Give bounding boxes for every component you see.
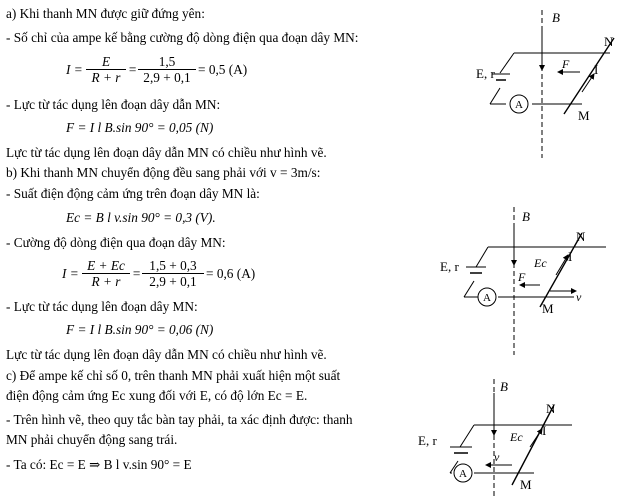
label-n: N <box>546 401 556 416</box>
part-b-line1: - Suất điện động cảm ứng trên đoạn dây MN là: <box>6 186 260 201</box>
frac-numerator: 1,5 + 0,3 <box>142 258 204 274</box>
circuit-diagram-1 <box>470 8 618 158</box>
label-i: I <box>594 62 599 77</box>
frac-denominator: 2,9 + 0,1 <box>149 274 197 289</box>
label-b: B <box>522 209 530 224</box>
label-er: E, r <box>418 433 437 448</box>
part-a-line1: - Số chỉ của ampe kế bằng cường độ dòng điện qua đoạn dây MN: <box>6 30 359 45</box>
part-a-line3: Lực từ tác dụng lên đoạn dây dẫn MN có chiều như hình vẽ. <box>6 145 327 160</box>
label-ec: Ec <box>510 430 523 444</box>
label-a: A <box>483 292 491 304</box>
label-ec: Ec <box>534 256 547 270</box>
frac-denominator: R + r <box>91 70 121 85</box>
label-m: M <box>578 108 590 123</box>
circuit-diagram-3 <box>416 375 606 499</box>
frac-numerator: E <box>86 54 126 70</box>
part-a-eq1-frac2 <box>138 54 196 85</box>
label-v: v <box>494 450 500 464</box>
part-b-eq1: Ec = B l v.sin 90° = 0,3 (V). <box>66 210 216 225</box>
label-n: N <box>576 229 586 244</box>
part-b-eq2-frac1 <box>82 258 130 289</box>
part-c-line5: - Ta có: Ec = E ⇒ B l v.sin 90° = E <box>6 457 192 472</box>
part-c-line3: - Trên hình vẽ, theo quy tắc bàn tay phải, ta xác định được: thanh <box>6 412 353 427</box>
label-n: N <box>604 34 614 49</box>
label-f: F <box>562 57 570 71</box>
label-m: M <box>542 301 554 316</box>
label-m: M <box>520 477 532 492</box>
part-a-eq2: F = I l B.sin 90° = 0,05 (N) <box>66 120 214 135</box>
label-er: E, r <box>476 66 495 81</box>
frac-numerator: 1,5 <box>138 54 196 70</box>
part-b-eq2-frac2 <box>142 258 204 289</box>
part-b-heading: b) Khi thanh MN chuyển động đều sang phải với v = 3m/s: <box>6 165 321 180</box>
label-er: E, r <box>440 259 459 274</box>
part-a-eq1-rhs: = 0,5 (A) <box>198 62 248 77</box>
label-b: B <box>552 10 560 25</box>
part-b-line3: - Lực từ tác dụng lên đoạn dây MN: <box>6 299 198 314</box>
label-a: A <box>459 468 467 480</box>
part-b-eq2-rhs: = 0,6 (A) <box>206 266 256 281</box>
part-b-line2: - Cường độ dòng điện qua đoạn dây MN: <box>6 235 226 250</box>
frac-numerator: E + Ec <box>82 258 130 274</box>
part-a-eq1-lhs: I = <box>66 62 83 77</box>
part-a-line2: - Lực từ tác dụng lên đoạn dây dẫn MN: <box>6 97 221 112</box>
part-c-line4: MN phải chuyển động sang trái. <box>6 432 178 447</box>
label-a: A <box>515 99 523 111</box>
part-a-eq1-eq: = <box>128 62 137 77</box>
part-b-eq2-eq: = <box>132 266 141 281</box>
label-v: v <box>576 290 582 304</box>
frac-denominator: R + r <box>91 274 121 289</box>
label-i: I <box>568 249 573 264</box>
part-b-eq3: F = I l B.sin 90° = 0,06 (N) <box>66 322 214 337</box>
label-b: B <box>500 379 508 394</box>
label-i: I <box>542 423 547 438</box>
part-b-line4: Lực từ tác dụng lên đoạn dây dẫn MN có chiều như hình vẽ. <box>6 347 327 362</box>
part-b-eq2-lhs: I = <box>62 266 79 281</box>
part-c-line2: điện động cảm ứng Ec xung đối với E, có độ lớn Ec = E. <box>6 388 308 403</box>
frac-denominator: 2,9 + 0,1 <box>143 70 191 85</box>
part-c-line1: c) Để ampe kế chỉ số 0, trên thanh MN phải xuất hiện một suất <box>6 368 341 383</box>
label-f: F <box>518 270 526 284</box>
part-a-eq1-frac1 <box>86 54 126 85</box>
circuit-diagram-2 <box>436 205 616 355</box>
part-a-heading: a) Khi thanh MN được giữ đứng yên: <box>6 6 205 21</box>
